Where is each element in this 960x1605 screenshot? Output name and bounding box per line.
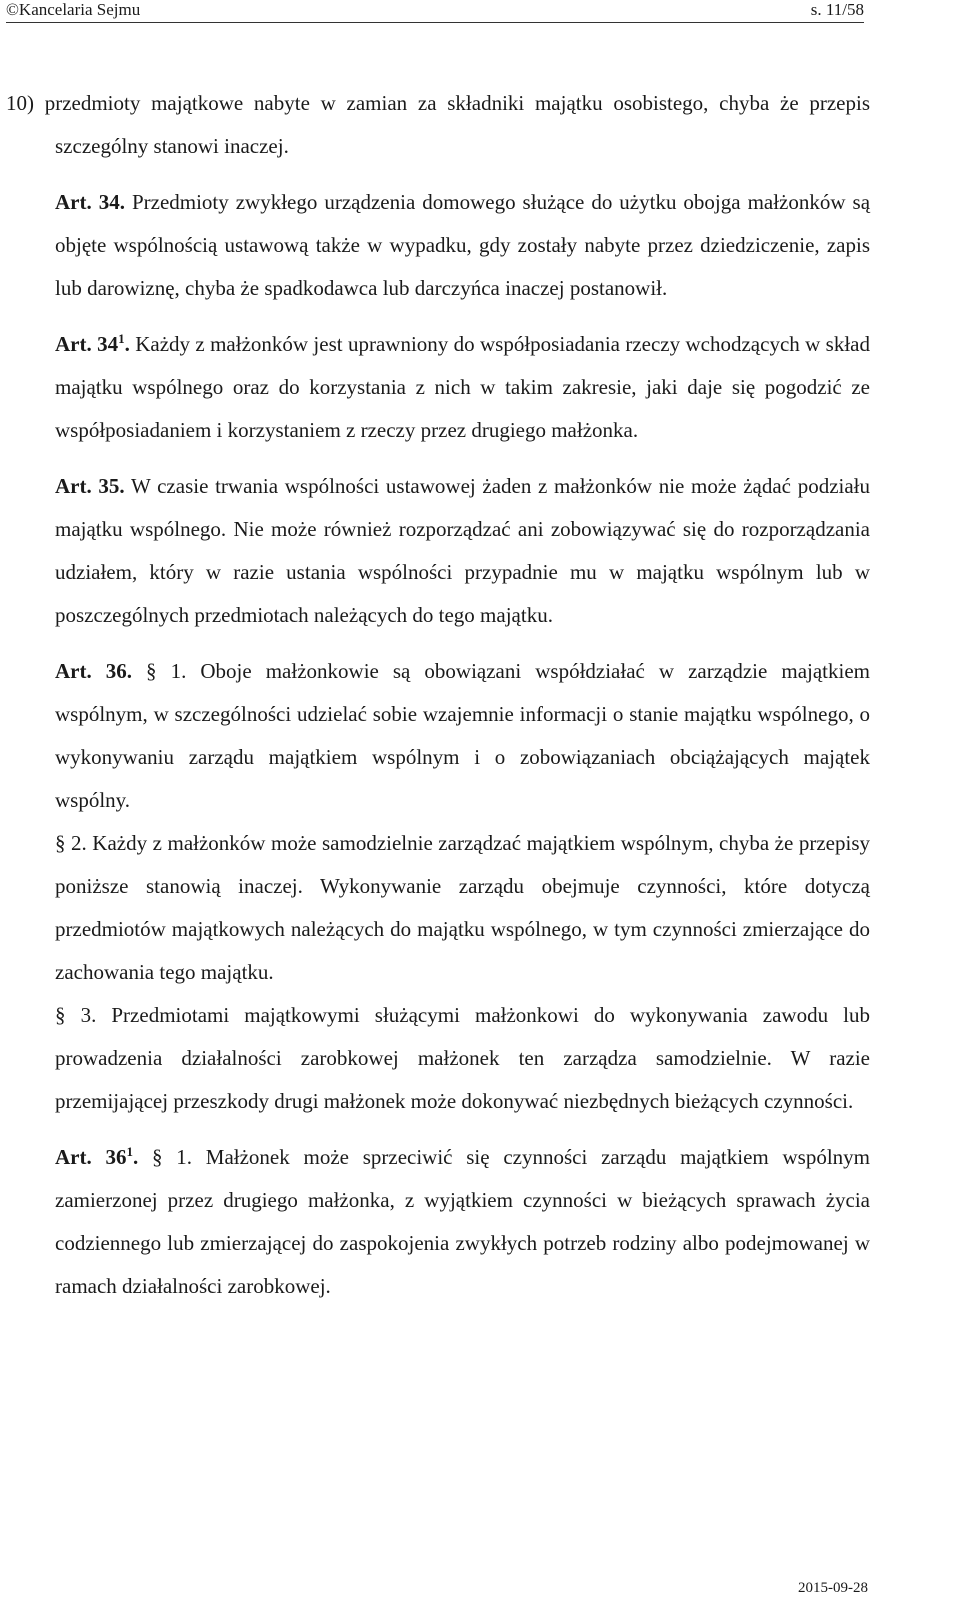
article-36-par-3: § 3. Przedmiotami majątkowymi służącymi małżonkowi do wykonywania zawodu lub prowadzenia działalności zarobkowej małżonek ten zarządza samodzielnie. W razie przemijającej przeszkody drugi małżonek może dokonywać niezbędnych bieżących czynności. — [55, 1003, 870, 1113]
document-body — [6, 82, 870, 1308]
article-text: § 1. Oboje małżonkowie są obowiązani współdziałać w zarządzie majątkiem wspólnym, w szczególności udzielać sobie wzajemnie informacji o stanie majątku wspólnego, o wykonywaniu zarządu majątkiem wspólnym i o zobowiązaniach obciążających majątek wspólny. — [55, 659, 870, 812]
list-item-10: 10) przedmioty majątkowe nabyte w zamian za składniki majątku osobistego, chyba że przepis szczególny stanowi inaczej. — [6, 91, 870, 158]
article-superscript: 1 — [126, 1144, 133, 1159]
copyright-label: ©Kancelaria Sejmu — [6, 0, 141, 19]
article-label-dot: . — [133, 1145, 139, 1169]
article-text: W czasie trwania wspólności ustawowej żaden z małżonków nie może żądać podziału majątku wspólnego. Nie może również rozporządzać ani zobowiązywać się do rozporządzania udziałem, który w razie ustania wspólności przypadnie mu w majątku wspólnym lub w poszczególnych przedmiotach należących do tego majątku. — [55, 474, 870, 627]
article-35 — [6, 465, 870, 637]
article-36-par-2: § 2. Każdy z małżonków może samodzielnie zarządzać majątkiem wspólnym, chyba że przepisy poniższe stanowią inaczej. Wykonywanie zarządu obejmuje czynności, które dotyczą przedmiotów majątkowych należących do majątku wspólnego, w tym czynności zmierzające do zachowania tego majątku. — [55, 831, 870, 984]
article-text: Każdy z małżonków jest uprawniony do współposiadania rzeczy wchodzących w skład majątku wspólnego oraz do korzystania z nich w takim zakresie, jaki daje się pogodzić ze współposiadaniem i korzystaniem z rzeczy przez drugiego małżonka. — [55, 332, 870, 442]
article-label: Art. 35. — [55, 474, 125, 498]
article-label: Art. 34 — [55, 332, 119, 356]
page-number: s. 11/58 — [810, 0, 864, 19]
page-header — [6, 0, 864, 23]
article-label-dot: . — [124, 332, 130, 356]
article-36 — [6, 650, 870, 822]
article-label: Art. 34. — [55, 190, 125, 214]
article-36-1 — [6, 1136, 870, 1308]
article-label: Art. 36. — [55, 659, 133, 683]
article-label: Art. 36 — [55, 1145, 127, 1169]
article-34-1 — [6, 323, 870, 452]
article-superscript: 1 — [118, 331, 125, 346]
article-text: § 1. Małżonek może sprzeciwić się czynności zarządu majątkiem wspólnym zamierzonej przez drugiego małżonka, z wyjątkiem czynności w bieżących sprawach życia codziennego lub zmierzającej do zaspokojenia zwykłych potrzeb rodziny albo podejmowanej w ramach działalności zarobkowej. — [55, 1145, 871, 1298]
footer-date: 2015-09-28 — [798, 1580, 868, 1596]
article-34 — [6, 181, 870, 310]
article-text: Przedmioty zwykłego urządzenia domowego służące do użytku obojga małżonków są objęte wspólnością ustawową także w wypadku, gdy zostały nabyte przez dziedziczenie, zapis lub darowiznę, chyba że spadkodawca lub darczyńca inaczej postanowił. — [55, 190, 871, 300]
